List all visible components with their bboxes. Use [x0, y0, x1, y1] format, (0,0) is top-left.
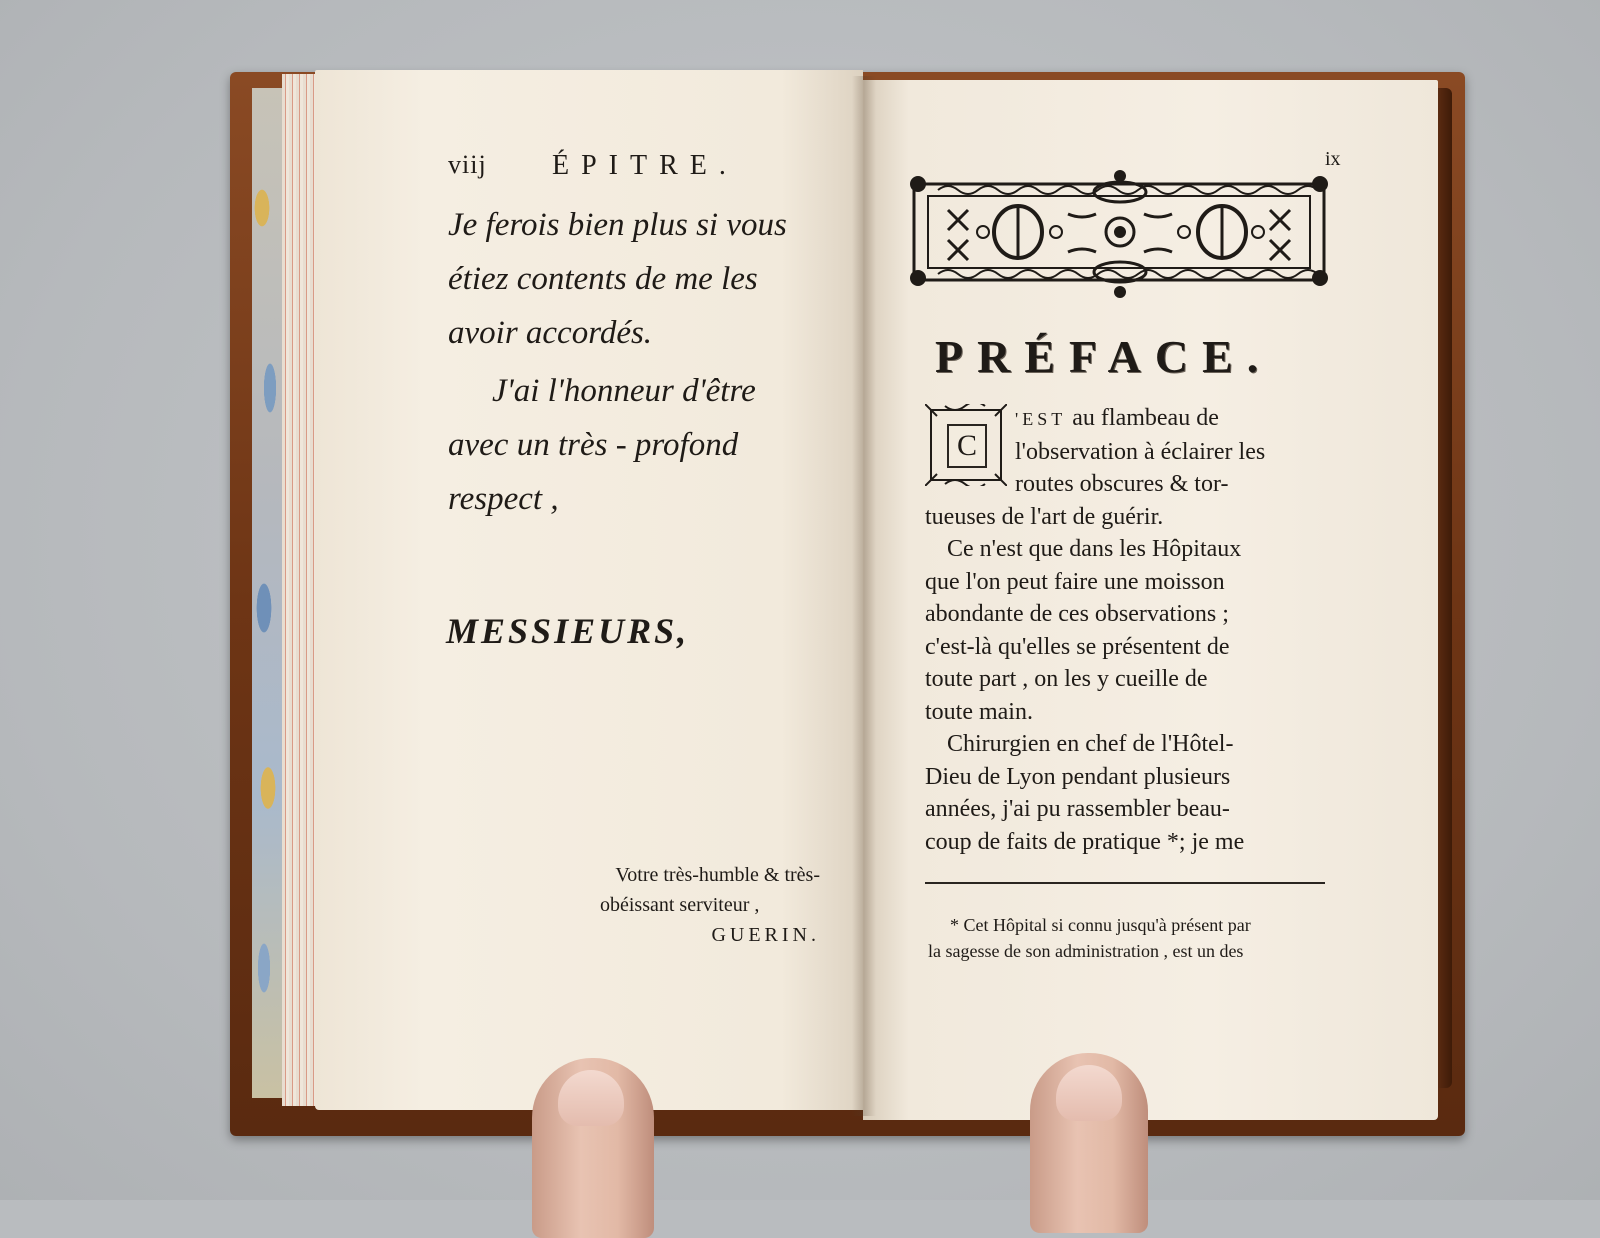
- text-line: avec un très - profond: [448, 427, 739, 463]
- footnote: [928, 912, 1325, 964]
- footnote-rule: [925, 882, 1325, 884]
- page-edges: [282, 74, 318, 1106]
- fingernail: [1056, 1065, 1122, 1121]
- closing-line: Votre très-humble & très-: [615, 864, 820, 886]
- text-line: au flambeau de: [1072, 405, 1219, 431]
- text-line: routes obscures & tor-: [1015, 471, 1229, 497]
- left-running-title: ÉPITRE.: [552, 150, 738, 181]
- marbled-endpaper: [252, 88, 282, 1098]
- first-word: 'EST: [1015, 409, 1067, 429]
- text-line: Chirurgien en chef de l'Hôtel-: [947, 731, 1234, 757]
- closing-line: obéissant serviteur ,: [600, 894, 760, 916]
- text-line: toute main.: [925, 698, 1033, 725]
- text-line: c'est-là qu'elles se présentent de: [925, 633, 1230, 660]
- text-line: Ce n'est que dans les Hôpitaux: [947, 536, 1242, 562]
- closing-block: [560, 860, 820, 950]
- text-line: abondante de ces observations ;: [925, 601, 1229, 627]
- headpiece-ornament-icon: [908, 170, 1333, 300]
- text-line: l'observation à éclairer les: [1015, 438, 1266, 465]
- footnote-line: * Cet Hôpital si connu jusqu'à présent par: [950, 915, 1251, 935]
- right-page-number: ix: [1325, 148, 1341, 170]
- text-line: toute part , on les y cueille de: [925, 666, 1208, 692]
- preface-title: PRÉFACE.: [935, 331, 1273, 382]
- salutation: MESSIEURS,: [446, 611, 690, 651]
- epitre-text: [448, 198, 843, 526]
- text-line: J'ai l'honneur d'être: [492, 373, 756, 409]
- footnote-line: la sagesse de son administration , est un des: [928, 941, 1244, 961]
- left-page-number: viij: [448, 150, 487, 179]
- text-line: Je ferois bien plus si vous: [448, 207, 787, 243]
- preface-body: [925, 402, 1325, 858]
- text-line: coup de faits de pratique *; je me: [925, 828, 1245, 855]
- text-line: avoir accordés.: [448, 315, 653, 351]
- book-gutter: [852, 76, 876, 1116]
- signature: GUERIN.: [711, 924, 820, 946]
- left-finger: [532, 1058, 654, 1238]
- text-line: années, j'ai pu rassembler beau-: [925, 796, 1230, 822]
- text-line: que l'on peut faire une moisson: [925, 568, 1225, 595]
- text-line: Dieu de Lyon pendant plusieurs: [925, 763, 1231, 790]
- text-line: tueuses de l'art de guérir.: [925, 503, 1164, 530]
- dropcap-letter: C: [947, 424, 987, 468]
- text-line: respect ,: [448, 481, 559, 517]
- dropcap-ornament-icon: [925, 404, 1007, 486]
- text-line: étiez contents de me les: [448, 261, 758, 297]
- right-finger: [1030, 1053, 1148, 1233]
- fingernail: [558, 1070, 624, 1126]
